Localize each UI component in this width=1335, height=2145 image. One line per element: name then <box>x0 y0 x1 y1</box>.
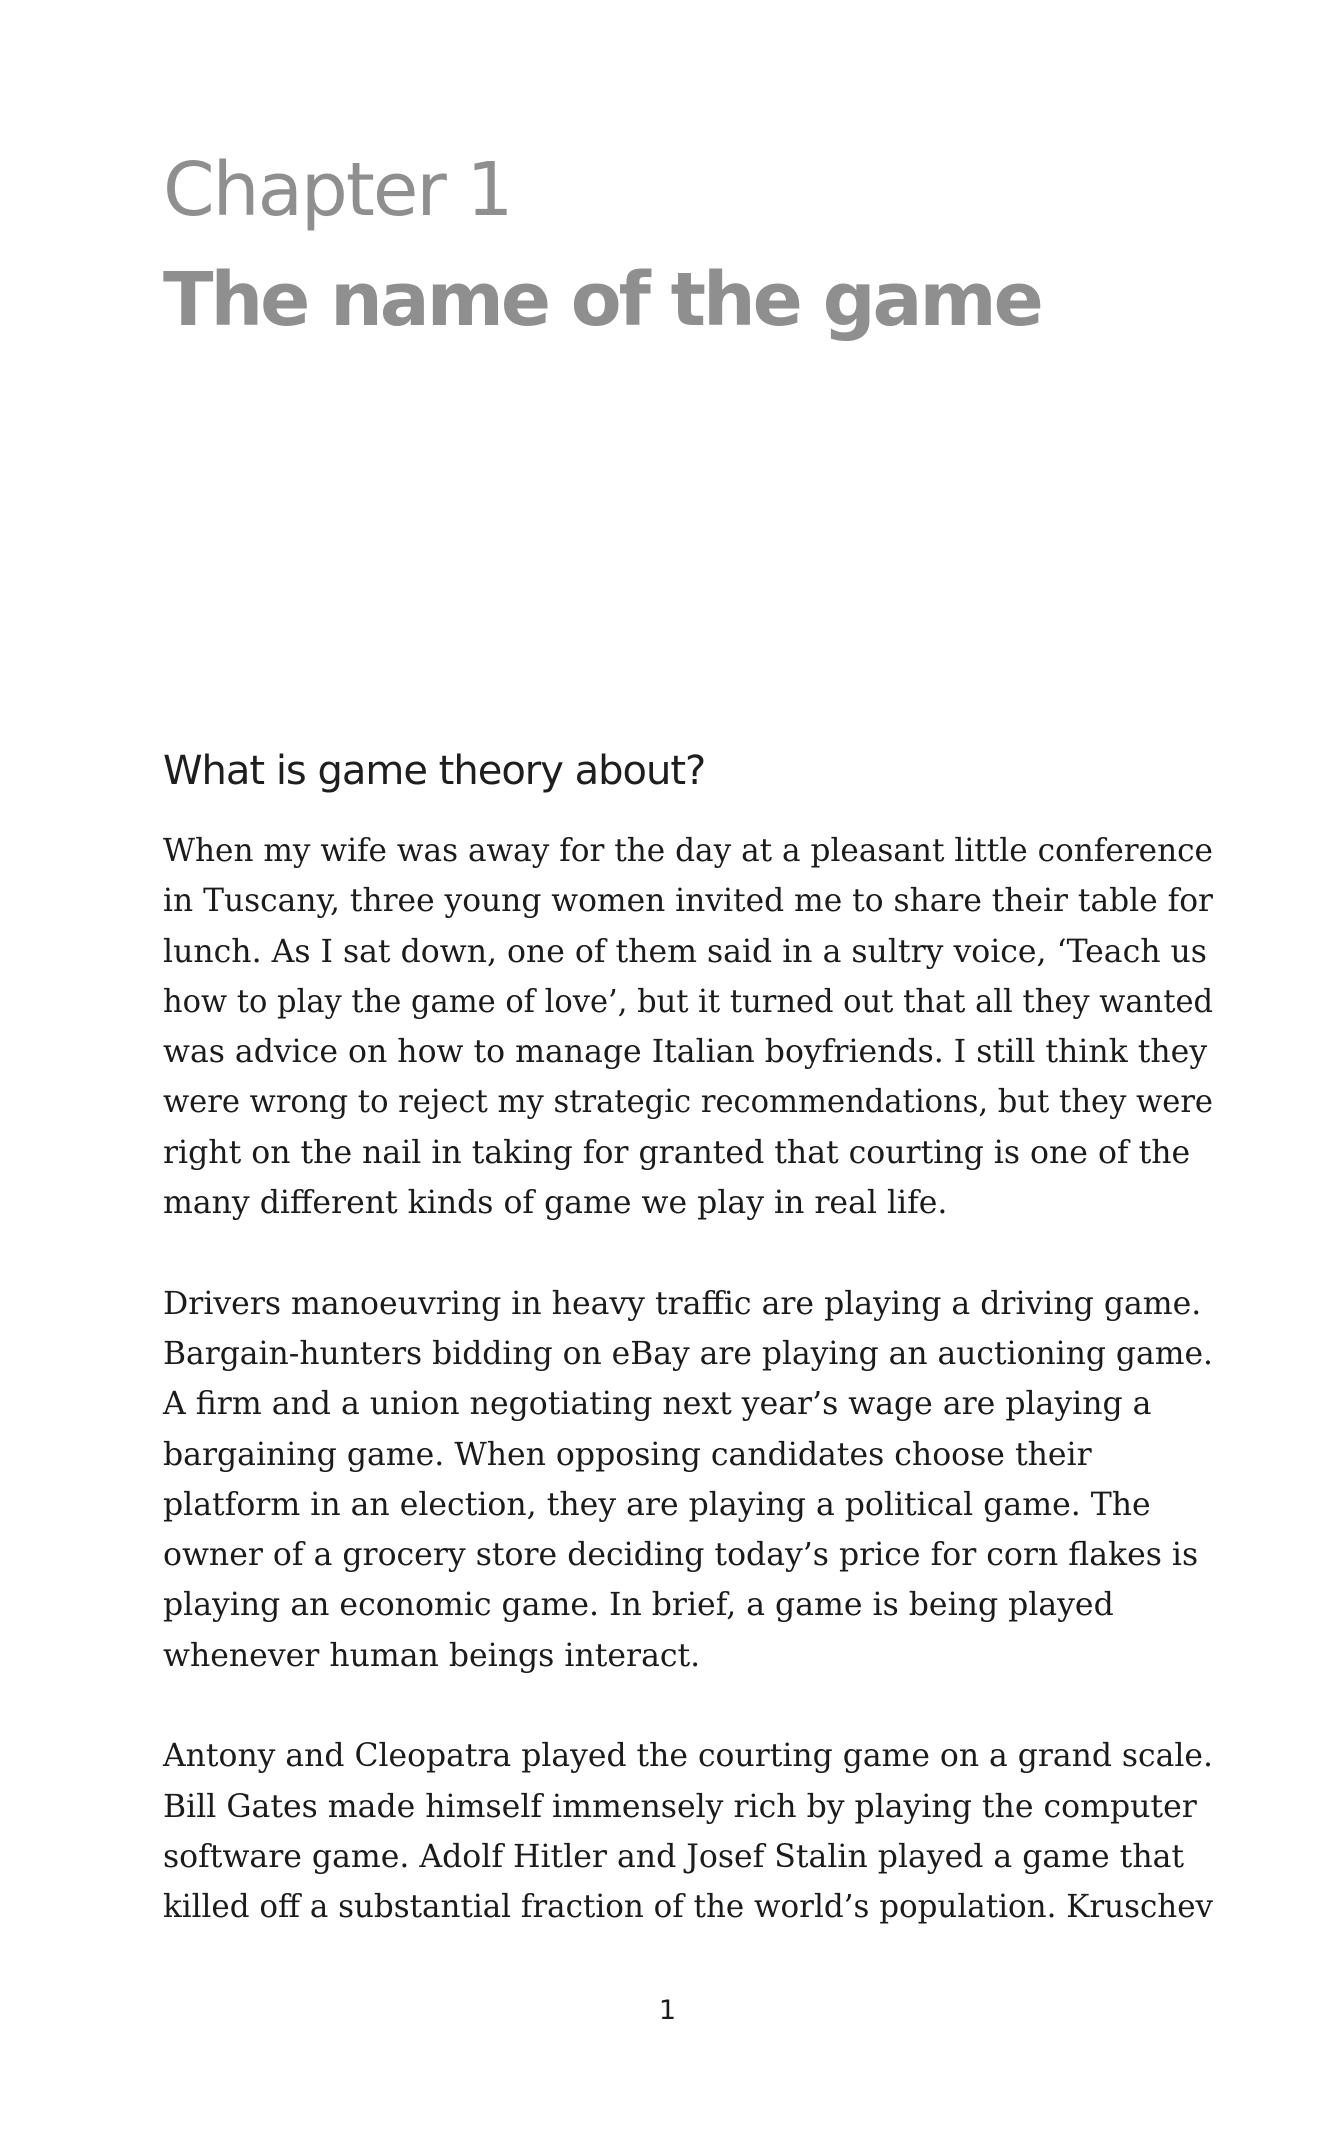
paragraph <box>163 1731 1213 1932</box>
text-line: Bargain-hunters bidding on eBay are playing an auctioning game. <box>163 1335 1213 1372</box>
text-line: A firm and a union negotiating next year’s wage are playing a <box>163 1386 1152 1423</box>
text-line: right on the nail in taking for granted that courting is one of the <box>163 1134 1191 1171</box>
text-line: whenever human beings interact. <box>163 1637 701 1674</box>
text-line: Drivers manoeuvring in heavy traffic are playing a driving game. <box>163 1285 1202 1322</box>
section-heading: What is game theory about? <box>163 748 706 794</box>
body-text <box>163 826 1213 1983</box>
chapter-title: The name of the game <box>163 257 1041 343</box>
text-line: platform in an election, they are playing a political game. The <box>163 1486 1151 1523</box>
text-line: Antony and Cleopatra played the courting game on a grand scale. <box>163 1738 1213 1775</box>
text-line: When my wife was away for the day at a pleasant little conference <box>163 833 1213 869</box>
paragraph <box>163 1279 1213 1681</box>
paragraph <box>163 826 1213 1228</box>
text-line: software game. Adolf Hitler and Josef Stalin played a game that <box>163 1838 1185 1875</box>
text-line: were wrong to reject my strategic recommendations, but they were <box>163 1084 1214 1121</box>
text-line: bargaining game. When opposing candidates choose their <box>163 1436 1092 1473</box>
text-line: lunch. As I sat down, one of them said in a sultry voice, ‘Teach us <box>163 933 1207 970</box>
chapter-label: Chapter 1 <box>163 147 512 233</box>
text-line: was advice on how to manage Italian boyfriends. I still think they <box>163 1034 1208 1071</box>
text-line: killed off a substantial fraction of the world’s population. Kruschev <box>163 1889 1214 1926</box>
page-number: 1 <box>658 1995 677 2026</box>
text-line: how to play the game of love’, but it turned out that all they wanted <box>163 983 1213 1020</box>
text-line: owner of a grocery store deciding today’s price for corn flakes is <box>163 1537 1199 1574</box>
text-line: in Tuscany, three young women invited me to share their table for <box>163 883 1214 920</box>
text-line: many different kinds of game we play in real life. <box>163 1185 948 1222</box>
text-line: playing an economic game. In brief, a game is being played <box>163 1587 1114 1624</box>
text-line: Bill Gates made himself immensely rich by playing the computer <box>163 1788 1197 1825</box>
